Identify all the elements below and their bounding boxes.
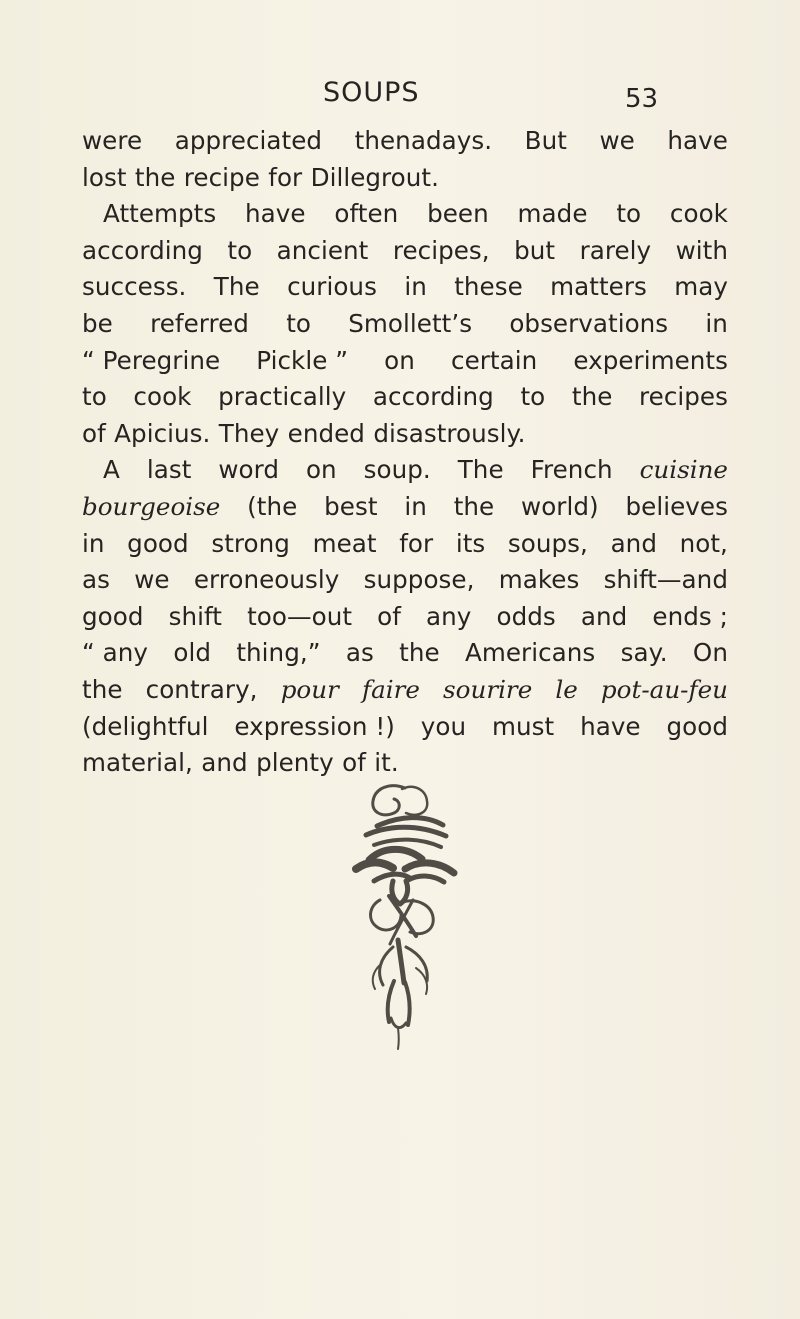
text-line xyxy=(82,452,728,489)
word: strong xyxy=(211,528,290,558)
word: of xyxy=(342,748,366,778)
word: we xyxy=(599,126,635,155)
word: with xyxy=(675,235,728,265)
word: good xyxy=(666,711,728,741)
word: the xyxy=(134,162,176,192)
word: Smollett’s xyxy=(348,308,473,338)
word: shift—and xyxy=(603,565,728,595)
text-line xyxy=(82,562,728,599)
word: referred xyxy=(150,308,249,338)
word: world) xyxy=(521,491,599,521)
word: expression !) xyxy=(234,711,395,741)
word: soups, xyxy=(507,528,588,558)
text-line xyxy=(82,269,728,306)
word: But xyxy=(524,126,567,155)
word: in xyxy=(705,308,728,338)
word: disastrously. xyxy=(373,418,526,448)
word: (the xyxy=(247,491,298,521)
word: it. xyxy=(374,748,399,778)
word: Dillegrout. xyxy=(310,162,439,192)
running-title: SOUPS xyxy=(323,77,420,108)
word: They xyxy=(218,418,280,448)
word: recipes, xyxy=(392,235,490,265)
italic-word: sourire xyxy=(443,674,533,704)
text-line xyxy=(82,379,728,416)
word: to xyxy=(227,235,253,265)
word: appreciated xyxy=(174,126,323,155)
word: the xyxy=(453,491,495,521)
word: the xyxy=(82,674,123,704)
word: ended xyxy=(287,418,365,448)
word: thing,” xyxy=(236,638,321,668)
italic-word: faire xyxy=(361,674,420,704)
text-line xyxy=(82,416,728,453)
word: Pickle ” xyxy=(256,345,349,375)
word: of xyxy=(82,418,106,448)
word: cook xyxy=(669,199,728,229)
word: have xyxy=(580,711,641,741)
word: in xyxy=(82,528,105,558)
word: often xyxy=(334,199,399,229)
text-line xyxy=(82,196,728,233)
word: be xyxy=(82,308,113,338)
word: say. xyxy=(620,638,668,668)
word: must xyxy=(492,711,555,741)
word: but xyxy=(514,235,556,265)
word: in xyxy=(404,491,427,521)
word: its xyxy=(455,528,486,558)
word: been xyxy=(427,199,489,229)
word: the xyxy=(399,638,440,668)
word: cook xyxy=(133,382,192,412)
word: matters xyxy=(550,272,647,302)
word: material, xyxy=(82,748,193,778)
word: makes xyxy=(498,565,580,595)
word: too—out xyxy=(247,601,353,631)
word: A xyxy=(103,455,120,485)
page-number: 53 xyxy=(625,84,659,114)
text-line xyxy=(82,526,728,563)
italic-word: pour xyxy=(280,674,339,704)
thistle-tailpiece-icon xyxy=(338,770,463,1052)
text-line xyxy=(82,599,728,636)
word: according xyxy=(82,235,203,265)
word: for xyxy=(399,528,434,558)
word: best xyxy=(324,491,378,521)
word: as xyxy=(345,638,374,668)
word: lost xyxy=(82,162,127,192)
word: of xyxy=(377,601,401,631)
word: and xyxy=(610,528,657,558)
word: you xyxy=(420,711,467,741)
word: we xyxy=(134,565,170,595)
word: on xyxy=(305,455,337,485)
word: word xyxy=(218,455,279,485)
word: were xyxy=(82,126,143,155)
word: in xyxy=(404,272,427,302)
word: to xyxy=(82,382,107,412)
word: The xyxy=(457,455,504,485)
word: “ any xyxy=(82,638,149,668)
text-line xyxy=(82,233,728,270)
word: these xyxy=(454,272,523,302)
word: Apicius. xyxy=(114,418,211,448)
word: curious xyxy=(287,272,377,302)
word: observations xyxy=(509,308,669,338)
italic-word: pot-au-feu xyxy=(600,674,728,704)
word: as xyxy=(82,565,110,595)
word: believes xyxy=(625,491,728,521)
word: to xyxy=(286,308,311,338)
word: suppose, xyxy=(363,565,475,595)
word: recipes xyxy=(639,382,728,412)
word: the xyxy=(571,382,613,412)
word: not, xyxy=(679,528,728,558)
word: have xyxy=(245,199,306,229)
word: plenty xyxy=(256,748,334,778)
text-line xyxy=(82,709,728,746)
word: meat xyxy=(312,528,377,558)
word: last xyxy=(146,455,192,485)
word: may xyxy=(674,272,728,302)
text-line xyxy=(82,672,728,709)
word: recipe xyxy=(183,162,260,192)
word: any xyxy=(426,601,472,631)
word: Americans xyxy=(465,638,596,668)
italic-word: le xyxy=(555,674,578,704)
text-line xyxy=(82,123,728,160)
word: ends ; xyxy=(652,601,728,631)
word: on xyxy=(384,345,415,375)
word: old xyxy=(173,638,212,668)
italic-word: bourgeoise xyxy=(82,491,221,521)
text-line xyxy=(82,306,728,343)
word: have xyxy=(667,126,728,155)
word: French xyxy=(530,455,613,485)
body-text xyxy=(82,123,728,782)
word: Attempts xyxy=(103,199,217,229)
word: experiments xyxy=(573,345,728,375)
word: (delightful xyxy=(82,711,209,741)
word: erroneously xyxy=(193,565,340,595)
word: “ Peregrine xyxy=(82,345,221,375)
word: to xyxy=(520,382,546,412)
text-line xyxy=(82,635,728,672)
text-line xyxy=(82,160,728,197)
word: and xyxy=(201,748,248,778)
italic-word: cuisine xyxy=(639,455,728,485)
word: made xyxy=(517,199,588,229)
word: ancient xyxy=(276,235,369,265)
word: success. xyxy=(82,272,187,302)
word: odds xyxy=(496,601,556,631)
word: contrary, xyxy=(145,674,258,704)
word: rarely xyxy=(579,235,652,265)
word: according xyxy=(372,382,494,412)
word: good xyxy=(127,528,189,558)
text-line xyxy=(82,489,728,526)
word: The xyxy=(213,272,260,302)
word: for xyxy=(268,162,303,192)
word: shift xyxy=(168,601,222,631)
word: soup. xyxy=(363,455,431,485)
word: On xyxy=(692,638,728,668)
word: certain xyxy=(451,345,538,375)
word: and xyxy=(580,601,628,631)
word: to xyxy=(616,199,642,229)
text-line xyxy=(82,343,728,380)
word: thenadays. xyxy=(354,126,493,155)
word: good xyxy=(82,601,144,631)
word: practically xyxy=(218,382,347,412)
running-head xyxy=(0,77,800,117)
